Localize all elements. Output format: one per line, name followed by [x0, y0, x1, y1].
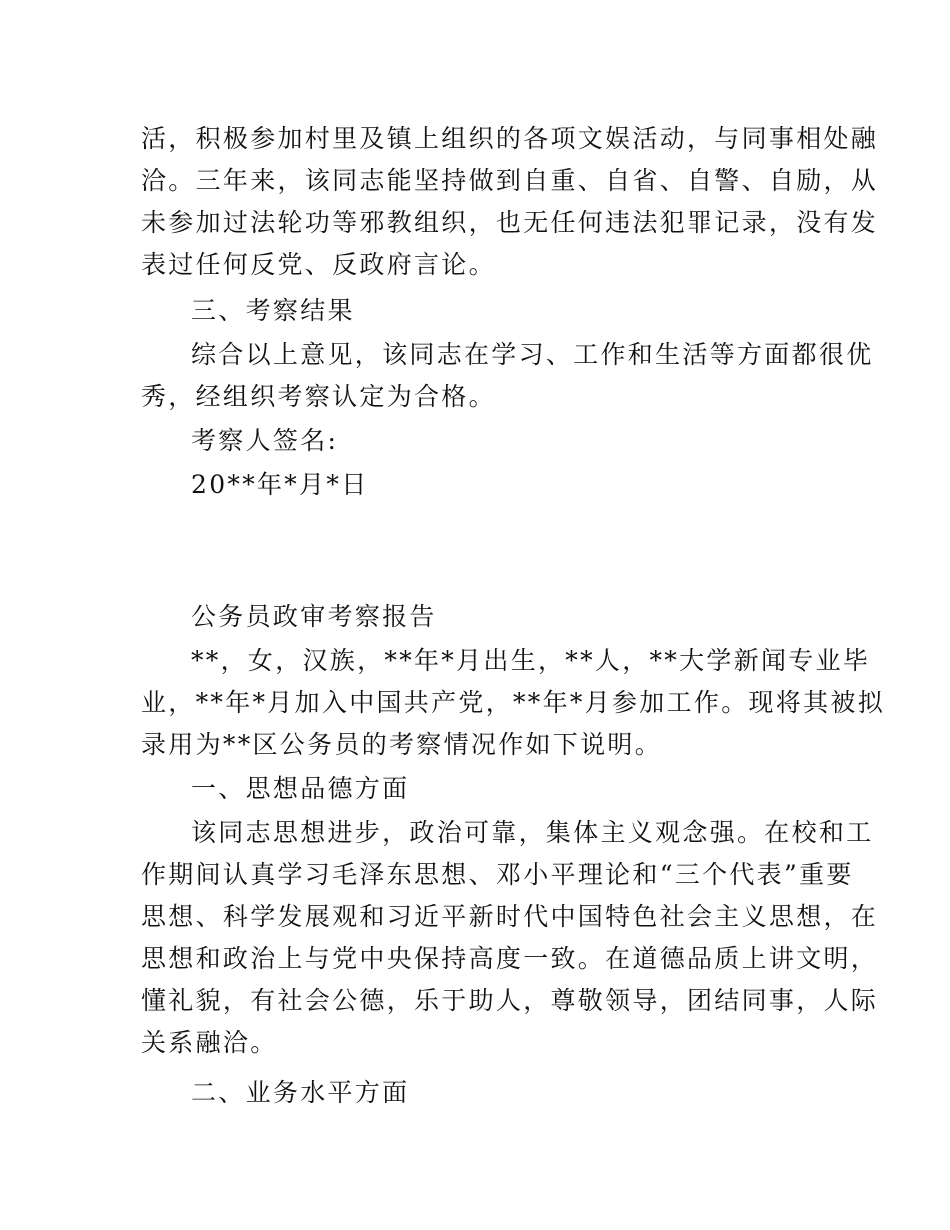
report-title: 公务员政审考察报告 — [191, 602, 437, 631]
paragraph-line: 活，积极参加村里及镇上组织的各项文娱活动，与同事相处融 — [141, 124, 879, 153]
section-heading-result: 三、考察结果 — [191, 296, 355, 325]
paragraph-line: 作期间认真学习毛泽东思想、邓小平理论和“三个代表”重要 — [141, 860, 854, 889]
paragraph-line: 懂礼貌，有社会公德，乐于助人，尊敬领导，团结同事，人际 — [141, 986, 879, 1015]
paragraph-line: 该同志思想进步，政治可靠，集体主义观念强。在校和工 — [191, 818, 874, 847]
paragraph-line: 关系融洽。 — [141, 1028, 278, 1057]
report-date: 20**年*月*日 — [191, 470, 369, 499]
paragraph-line: 综合以上意见，该同志在学习、工作和生活等方面都很优 — [191, 340, 874, 369]
paragraph-line: **，女，汉族，**年*月出生，**人，**大学新闻专业毕 — [191, 646, 871, 675]
section-heading-morality: 一、思想品德方面 — [191, 774, 410, 803]
paragraph-line: 业，**年*月加入中国共产党，**年*月参加工作。现将其被拟 — [141, 688, 886, 717]
paragraph-line: 洽。三年来，该同志能坚持做到自重、自省、自警、自励，从 — [141, 166, 879, 195]
paragraph-line: 思想、科学发展观和习近平新时代中国特色社会主义思想，在 — [141, 902, 879, 931]
paragraph-line: 未参加过法轮功等邪教组织，也无任何违法犯罪记录，没有发 — [141, 208, 879, 237]
paragraph-line: 思想和政治上与党中央保持高度一致。在道德品质上讲文明， — [141, 944, 879, 973]
section-heading-business: 二、业务水平方面 — [191, 1078, 410, 1107]
signature-label: 考察人签名: — [191, 426, 339, 455]
paragraph-line: 秀，经组织考察认定为合格。 — [141, 382, 496, 411]
paragraph-line: 录用为**区公务员的考察情况作如下说明。 — [141, 730, 663, 759]
paragraph-line: 表过任何反党、反政府言论。 — [141, 250, 496, 279]
